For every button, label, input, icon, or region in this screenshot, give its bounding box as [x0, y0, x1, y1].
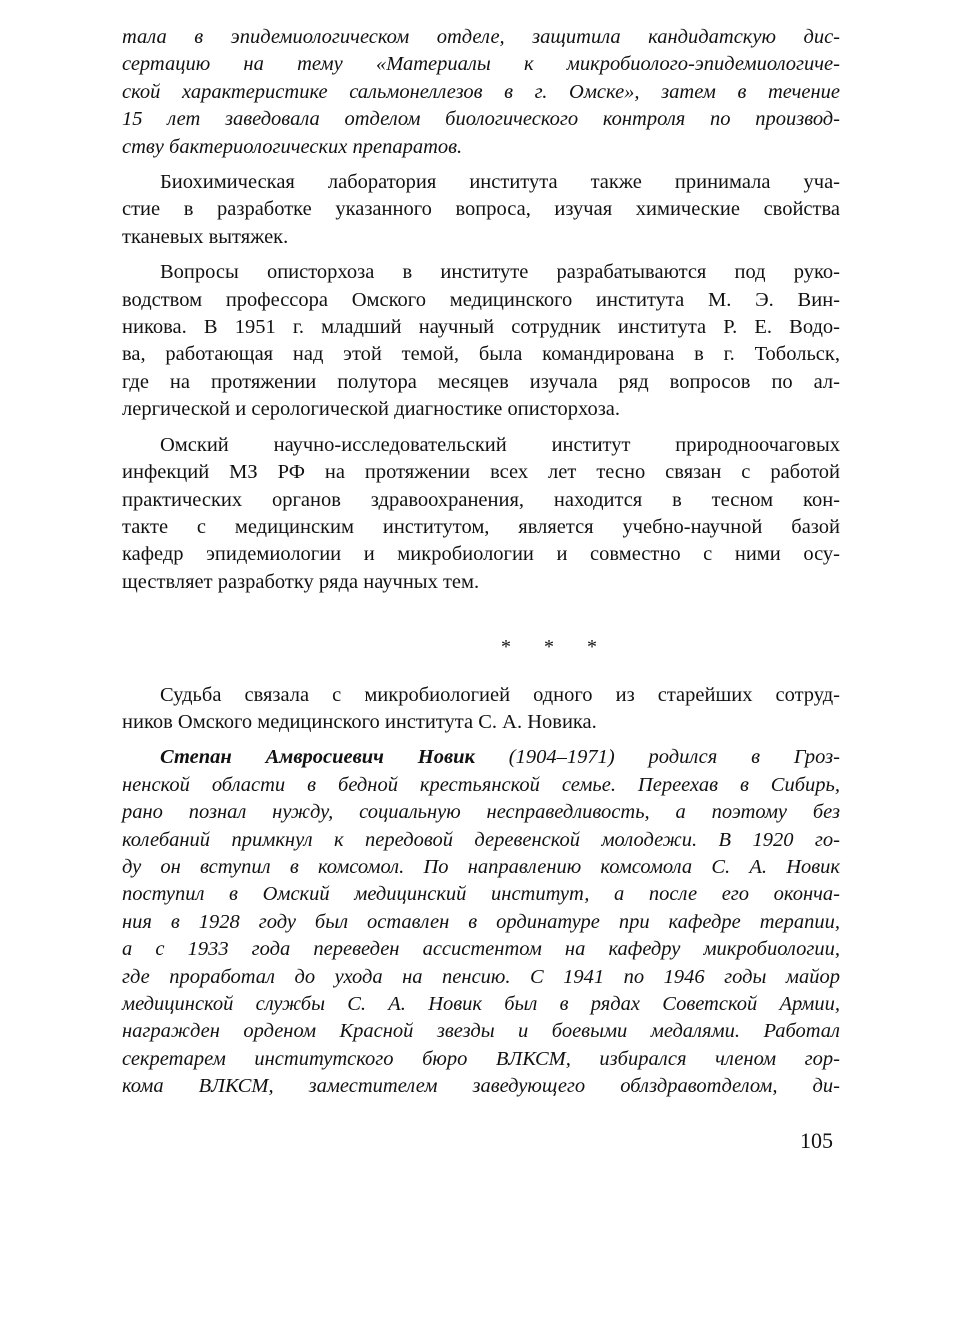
text-line: награжден орденом Красной звезды и боевыми медалями. Работал: [122, 1020, 840, 1043]
text-line: рано познал нужду, социальную несправедливость, а поэтому без: [122, 801, 840, 824]
text-line: сертацию на тему «Материалы к микробиолого-эпидемиологиче-: [122, 53, 840, 76]
paragraph-biochemical-lab: [122, 169, 840, 251]
text-fragment: (1904–1971) родился в Гроз-: [474, 746, 840, 769]
text-line: ской характеристике сальмонеллезов в г. Омске», затем в течение: [122, 80, 840, 103]
text-line: кома ВЛКСМ, заместителем заведующего облздравотделом, ди-: [122, 1075, 840, 1098]
text-line: такте с медицинским институтом, является учебно-научной базой: [122, 515, 840, 538]
text-line: ния в 1928 году был оставлен в ординатуре при кафедре терапии,: [122, 910, 840, 933]
text-line: кафедр эпидемиологии и микробиологии и совместно с ними осу-: [122, 543, 840, 566]
text-line: ва, работающая над этой темой, была командирована в г. Тобольск,: [122, 343, 840, 366]
text-line: ду он вступил в комсомол. По направлению комсомола С. А. Новик: [122, 855, 840, 878]
text-line: 15 лет заведовала отделом биологического контроля по производ-: [122, 108, 840, 131]
text-line: инфекций МЗ РФ на протяжении всех лет тесно связан с работой: [122, 461, 840, 484]
text-line: поступил в Омский медицинский институт, а после его оконча-: [122, 883, 840, 906]
text-line: водством профессора Омского медицинского института М. Э. Вин-: [122, 288, 840, 311]
person-name: Степан Амвросиевич Новик: [160, 746, 475, 769]
page-number: 105: [800, 1128, 833, 1153]
text-line: практических органов здравоохранения, находится в тесном кон-: [122, 488, 840, 511]
paragraph-opisthorchiasis: [122, 259, 840, 423]
text-line: ненской области в бедной крестьянской семье. Переехав в Сибирь,: [122, 773, 840, 796]
section-separator: * * *: [501, 636, 611, 659]
paragraph-institute: [122, 432, 840, 596]
paragraph-biography-continuation: [122, 24, 840, 161]
paragraph-novik-biography: [122, 744, 840, 1100]
text-line: ществляет разработку ряда научных тем.: [122, 570, 480, 593]
text-line: а с 1933 года переведен ассистентом на кафедру микробиологии,: [122, 938, 840, 961]
text-line: где на протяжении полутора месяцев изучала ряд вопросов по ал-: [122, 370, 840, 393]
text-line: никова. В 1951 г. младший научный сотрудник института Р. Е. Водо-: [122, 316, 840, 339]
text-line: лергической и серологической диагностике описторхоза.: [122, 398, 621, 421]
text-line: [122, 744, 840, 771]
text-line: Омский научно-исследовательский институт природноочаговых: [160, 433, 840, 456]
paragraph-fate: [122, 682, 840, 737]
text-line: Судьба связала с микробиологией одного из старейших сотруд-: [160, 683, 840, 706]
text-line: Вопросы описторхоза в институте разрабатываются под руко-: [160, 261, 840, 284]
text-line: ству бактериологических препаратов.: [122, 135, 463, 158]
text-line: секретарем институтского бюро ВЛКСМ, избирался членом гор-: [122, 1047, 840, 1070]
text-line: где проработал до ухода на пенсию. С 1941 по 1946 годы майор: [122, 965, 840, 988]
text-line: ников Омского медицинского института С. А. Новика.: [122, 710, 597, 733]
text-line: тканевых вытяжек.: [122, 225, 289, 248]
body-text: [122, 24, 840, 1109]
text-line: Биохимическая лаборатория института также принимала уча-: [160, 171, 840, 194]
text-line: колебаний примкнул к передовой деревенской молодежи. В 1920 го-: [122, 828, 840, 851]
text-line: стие в разработке указанного вопроса, изучая химические свойства: [122, 198, 840, 221]
text-line: тала в эпидемиологическом отделе, защитила кандидатскую дис-: [122, 26, 840, 48]
text-line: медицинской службы С. А. Новик был в рядах Советской Армии,: [122, 993, 840, 1015]
